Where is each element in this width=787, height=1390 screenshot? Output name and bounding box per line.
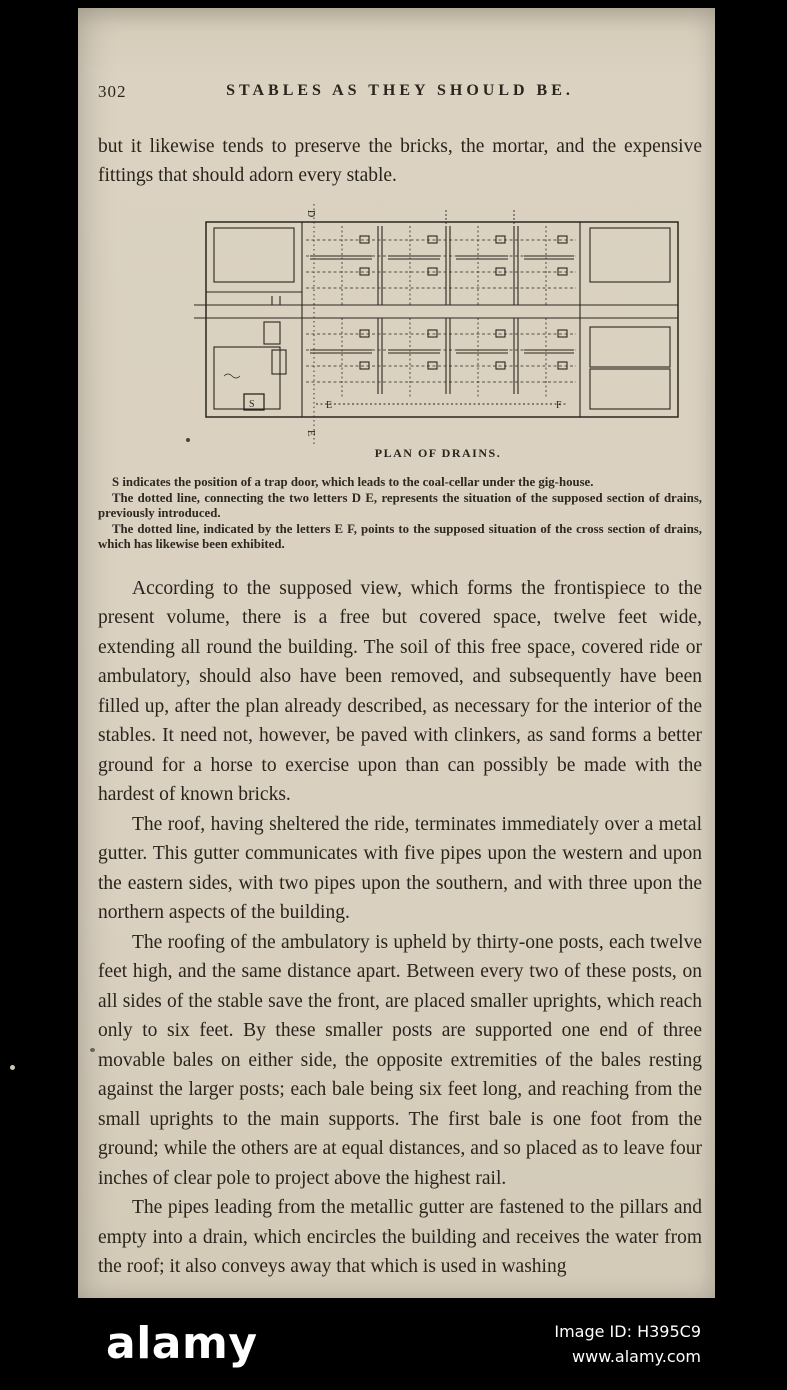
page-number: 302: [98, 82, 127, 101]
scan-speck: [186, 438, 190, 442]
plan-linework: [194, 204, 678, 444]
body-paragraph: The roofing of the ambulatory is upheld by thirty-one posts, each twelve feet high, and the same distance apart. Between every two of these posts, on all sides of the stable save the front, are placed smaller uprights, which reach only to six feet. By these smaller posts are supported one end of three movable bales on either side, the opposite extremities of the bales resting against the larger posts; each bale being six feet long, and reaching from the small uprights to the main supports. The first bale is one foot from the ground; while the others are at equal distances, and so placed as to leave four inches of clear pole to project above the highest rail.: [98, 931, 702, 1189]
figure-note: The dotted line, connecting the two letters D E, represents the situation of the supposed section of drains, previously introduced.: [98, 490, 702, 520]
alamy-url: www.alamy.com: [572, 1347, 701, 1366]
label-f-line: F: [556, 400, 562, 411]
body-paragraph: The roof, having sheltered the ride, terminates immediately over a metal gutter. This gutter communicates with five pipes upon the western and upon the eastern sides, with two pipes upon the southern, and with three upon the northern aspects of the building.: [98, 813, 702, 923]
book-page: [78, 8, 715, 1298]
body-paragraph: According to the supposed view, which forms the frontispiece to the present volume, there is a free but covered space, twelve feet wide, extending all round the building. The soil of this free space, covered ride or ambulatory, should also have been removed, and subsequently have been filled up, after the plan already described, as necessary for the interior of the stables. It need not, however, be paved with clinkers, as sand forms a better ground for a horse to exercise upon than can possibly be made with the hardest of known bricks.: [98, 577, 702, 805]
plan-letter-labels: [249, 210, 562, 436]
scan-speck: [10, 1065, 15, 1070]
label-e-bottom: E: [305, 430, 316, 437]
intro-paragraph: but it likewise tends to preserve the bricks, the mortar, and the expensive fittings that should adorn every stable.: [98, 136, 702, 186]
label-s-trapdoor: S: [249, 399, 255, 410]
figure-note: The dotted line, indicated by the letters E F, points to the supposed situation of the cross section of drains, which has likewise been exhibited.: [98, 521, 702, 551]
alamy-logo: alamy: [106, 1318, 258, 1369]
image-info: [554, 1319, 701, 1369]
body-text: [98, 574, 702, 1282]
page-header: [98, 82, 702, 106]
label-e-line: E: [326, 400, 333, 411]
figure-note: S indicates the position of a trap door, which leads to the coal-cellar under the gig-house.: [112, 475, 594, 489]
image-id: Image ID: H395C9: [554, 1322, 701, 1341]
running-title: STABLES AS THEY SHOULD BE.: [226, 82, 574, 99]
figure-notes: [98, 475, 702, 553]
plan-of-drains-diagram: [194, 204, 682, 444]
scan-speck: [90, 1048, 95, 1052]
figure-plan-of-drains: [194, 204, 682, 461]
label-d: D: [305, 210, 316, 218]
body-paragraph: The pipes leading from the metallic gutter are fastened to the pillars and empty into a drain, which encircles the building and receives the water from the roof; it also conveys away that which is used in washing: [98, 1197, 702, 1277]
alamy-watermark-bar: [0, 1298, 787, 1390]
figure-caption: PLAN OF DRAINS.: [374, 446, 502, 460]
